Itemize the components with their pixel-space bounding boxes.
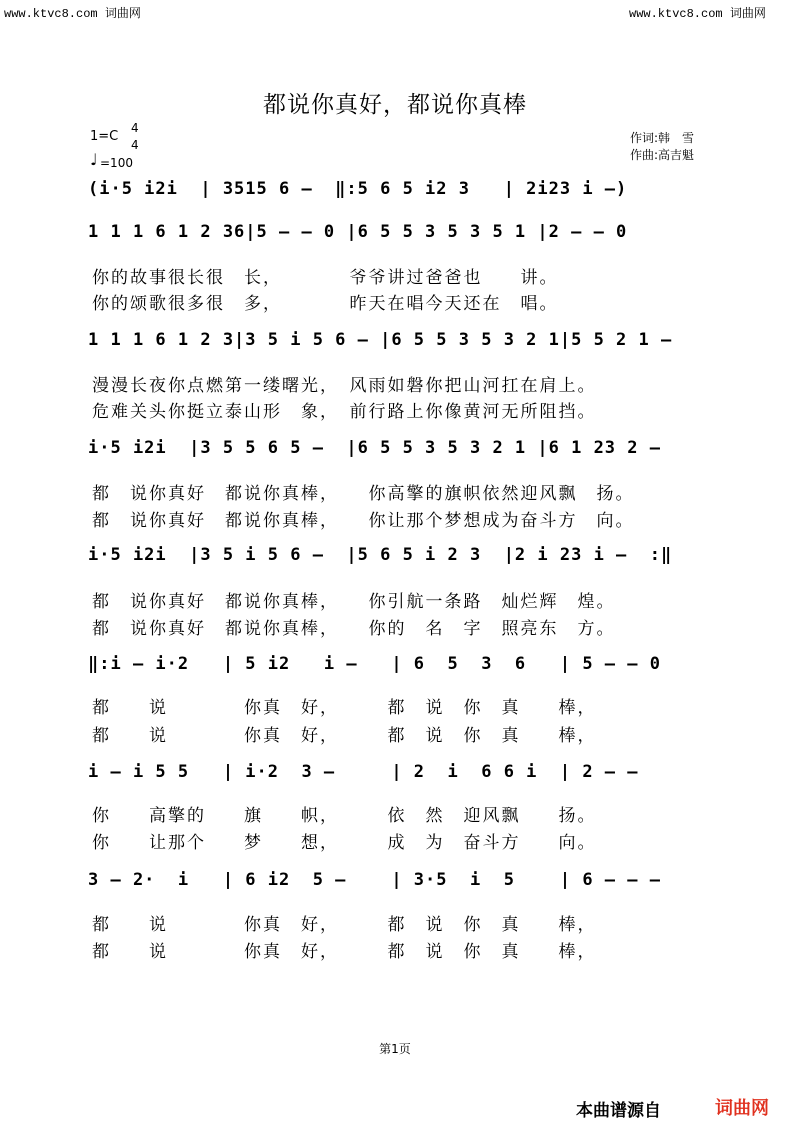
score-row — [88, 220, 728, 260]
site-watermark-right: www.ktvc8.com 词曲网 — [629, 7, 766, 21]
notation-line: (i·5 i2i | 3515 6 – ‖:5 6 5 i2 3 | 2i23 i –) — [88, 179, 628, 199]
site-watermark-left: www.ktvc8.com 词曲网 — [4, 7, 141, 21]
source-label: 本曲谱源自 — [576, 1101, 661, 1121]
time-signature-top: 4 — [131, 121, 139, 135]
lyric-line: 都 说 你真 好， 都 说 你 真 棒， — [92, 698, 597, 718]
lyric-line: 都 说 你真 好， 都 说 你 真 棒， — [92, 942, 597, 962]
score-row — [88, 328, 728, 368]
score-row — [88, 543, 728, 583]
score-row — [88, 436, 728, 476]
notation-line: i·5 i2i |3 5 5 6 5 – |6 5 5 3 5 3 2 1 |6 1 23 2 – — [88, 438, 661, 458]
score-row — [88, 652, 728, 692]
song-title: 都说你真好，都说你真棒 — [263, 92, 527, 118]
lyric-line: 都 说 你真 好， 都 说 你 真 棒， — [92, 726, 597, 746]
lyric-line: 危难关头你挺立泰山形 象， 前行路上你像黄河无所阻挡。 — [92, 402, 597, 422]
tempo-value: =100 — [100, 156, 133, 170]
lyric-line: 都 说你真好 都说你真棒， 你的 名 字 照亮东 方。 — [92, 619, 616, 639]
lyric-line: 你 让那个 梦 想， 成 为 奋斗方 向。 — [92, 833, 597, 853]
lyric-line: 你 高擎的 旗 帜， 依 然 迎风飘 扬。 — [92, 806, 597, 826]
notation-line: 1 1 1 6 1 2 36|5 – – 0 |6 5 5 3 5 3 5 1 |2 – – 0 — [88, 222, 628, 242]
score-row — [88, 868, 728, 908]
lyric-line: 漫漫长夜你点燃第一缕曙光， 风雨如磐你把山河扛在肩上。 — [92, 376, 597, 396]
tempo-note-icon: ♩ — [90, 150, 98, 169]
notation-line: ‖:i – i·2 | 5 i2 i – | 6 5 3 6 | 5 – – 0 — [88, 654, 661, 674]
lyric-line: 都 说你真好 都说你真棒， 你引航一条路 灿烂辉 煌。 — [92, 592, 616, 612]
lyric-line: 都 说你真好 都说你真棒， 你让那个梦想成为奋斗方 向。 — [92, 511, 635, 531]
score-row — [88, 760, 728, 800]
site-logo[interactable]: 词曲网 — [715, 1098, 769, 1119]
lyric-line: 你的故事很长很 长， 爷爷讲过爸爸也 讲。 — [92, 268, 559, 288]
notation-line: i – i 5 5 | i·2 3 – | 2 i 6 6 i | 2 – – — [88, 762, 639, 782]
lyric-line: 都 说你真好 都说你真棒， 你高擎的旗帜依然迎风飘 扬。 — [92, 484, 635, 504]
composer: 作曲:高吉魁 — [630, 148, 695, 162]
notation-line: i·5 i2i |3 5 i 5 6 – |5 6 5 i 2 3 |2 i 23 i – :‖ — [88, 545, 673, 565]
key-signature: 1=C — [90, 129, 119, 144]
notation-line: 1 1 1 6 1 2 3|3 5 i 5 6 – |6 5 5 3 5 3 2 1|5 5 2 1 – — [88, 330, 673, 350]
lyric-line: 都 说 你真 好， 都 说 你 真 棒， — [92, 915, 597, 935]
score-row — [88, 177, 728, 217]
page-number: 第1页 — [379, 1042, 411, 1056]
lyric-line: 你的颂歌很多很 多， 昨天在唱今天还在 唱。 — [92, 294, 559, 314]
lyricist: 作词:韩 雪 — [630, 131, 695, 145]
time-signature-bottom: 4 — [131, 138, 139, 152]
notation-line: 3 – 2· i | 6 i2 5 – | 3·5 i 5 | 6 – – – — [88, 870, 661, 890]
